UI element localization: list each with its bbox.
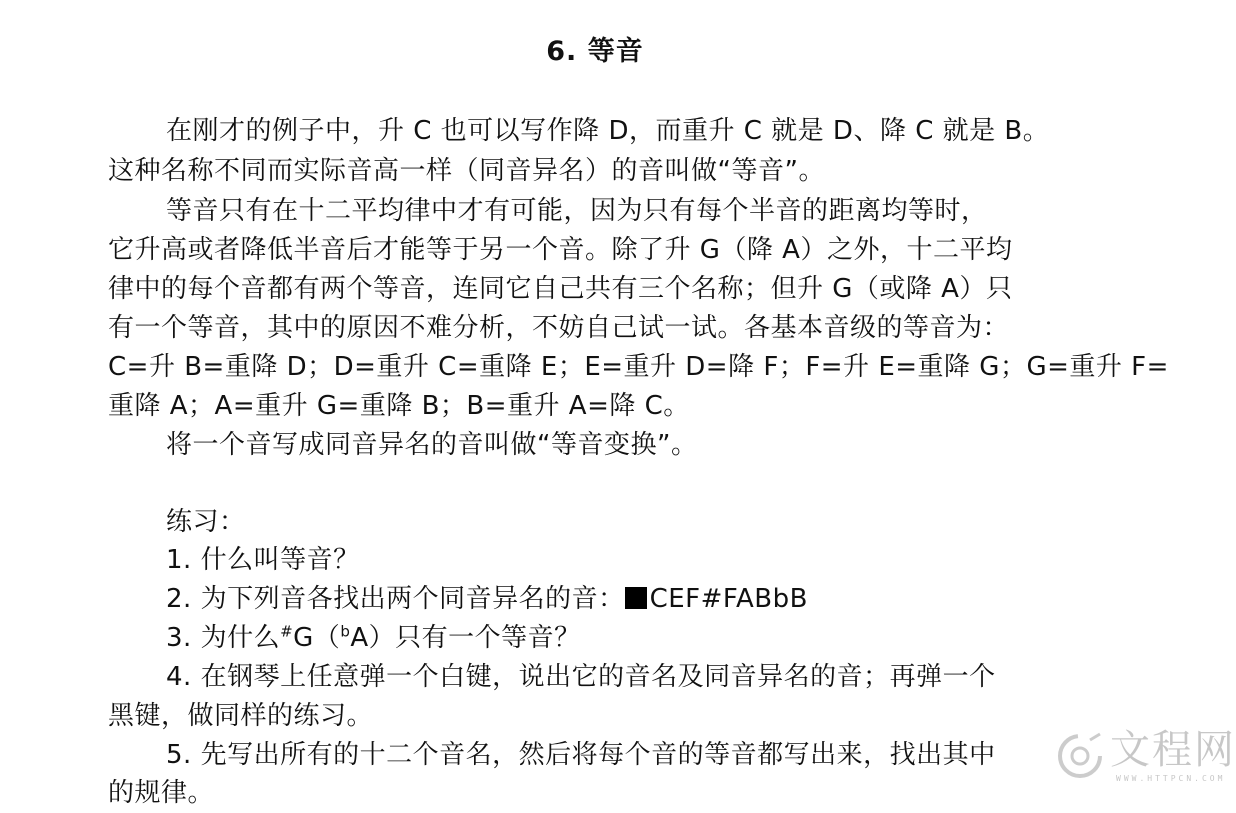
exercise-2-prompt: 2. 为下列音各找出两个同音异名的音： <box>166 584 625 614</box>
section-title: 6. 等音 <box>546 36 644 67</box>
exercise-4-line-2: 黑键，做同样的练习。 <box>108 701 374 731</box>
paragraph-line-8: 重降 A；A=重升 G=重降 B；B=重升 A=降 C。 <box>108 391 690 421</box>
paragraph-line-2: 这种名称不同而实际音高一样（同音异名）的音叫做“等音”。 <box>108 156 825 186</box>
watermark-url: WWW.HTTPCN.COM <box>1116 774 1226 783</box>
exercise-3-text-a: 3. 为什么 <box>166 623 281 653</box>
paragraph-line-5: 律中的每个音都有两个等音，连同它自己共有三个名称；但升 G（或降 A）只 <box>108 274 1013 304</box>
paragraph-line-6: 有一个等音，其中的原因不难分析，不妨自己试一试。各基本音级的等音为： <box>108 313 1010 343</box>
paragraph-line-7: C=升 B=重降 D；D=重升 C=重降 E；E=重升 D=降 F；F=升 E=重降 G；G=重升 F= <box>108 352 1169 382</box>
exercise-3-text-b: G（ <box>293 623 341 653</box>
exercise-3 <box>166 618 581 658</box>
paragraph-line-3: 等音只有在十二平均律中才有可能，因为只有每个半音的距离均等时， <box>166 196 988 226</box>
exercise-5-line-2: 的规律。 <box>108 778 215 808</box>
watermark-text: 文程网 <box>1110 727 1236 773</box>
watermark <box>1054 716 1236 796</box>
watermark-logo-icon <box>1054 730 1106 782</box>
exercise-2-notes: CEF#FABbB <box>649 584 808 614</box>
paragraph-line-1: 在刚才的例子中，升 C 也可以写作降 D，而重升 C 就是 D、降 C 就是 B。 <box>166 116 1050 146</box>
flat-sign: b <box>340 622 351 641</box>
exercise-5-line-1: 5. 先写出所有的十二个音名，然后将每个音的等音都写出来，找出其中 <box>166 740 996 770</box>
sharp-sign: # <box>280 622 294 641</box>
exercise-2 <box>166 579 808 619</box>
exercise-4-line-1: 4. 在钢琴上任意弹一个白键，说出它的音名及同音异名的音；再弹一个 <box>166 662 996 692</box>
black-square-icon <box>625 587 647 609</box>
exercise-3-text-c: A）只有一个等音？ <box>350 623 581 653</box>
paragraph-line-9: 将一个音写成同音异名的音叫做“等音变换”。 <box>166 430 698 460</box>
exercise-heading: 练习： <box>166 507 246 537</box>
paragraph-line-4: 它升高或者降低半音后才能等于另一个音。除了升 G（降 A）之外，十二平均 <box>108 235 1013 265</box>
exercise-1: 1. 什么叫等音？ <box>166 545 360 575</box>
